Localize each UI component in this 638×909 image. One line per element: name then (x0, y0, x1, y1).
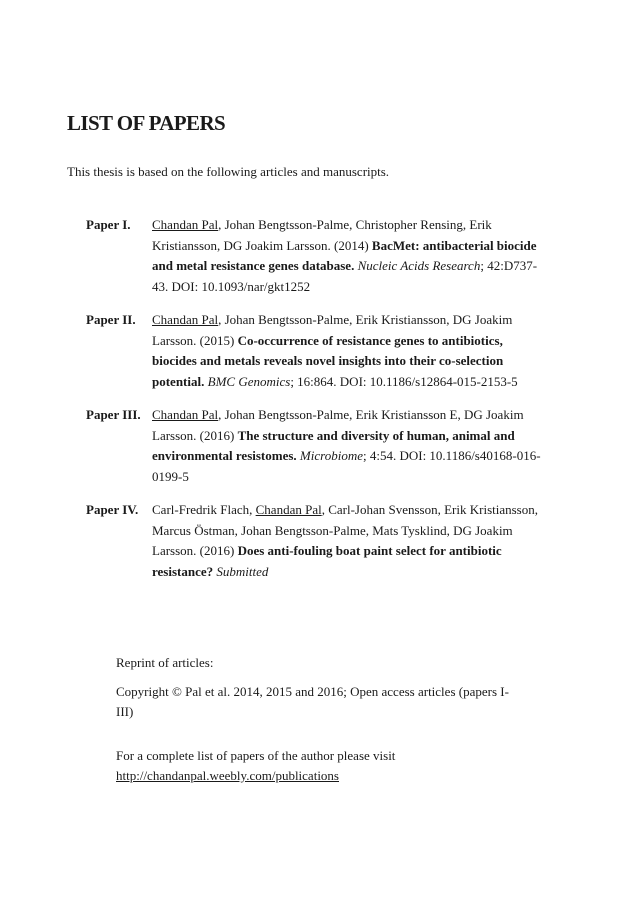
paper-citation (152, 215, 544, 297)
paper-citation (152, 500, 544, 582)
co-authors: , Johan Bengtsson-Palme, Erik Kristiansson E, DG Joakim Larsson. (2016) (152, 407, 524, 443)
paper-citation (152, 405, 544, 487)
publications-link[interactable]: http://chandanpal.weebly.com/publications (116, 768, 339, 783)
paper-label: Paper I. (86, 217, 131, 232)
copyright-notice: Copyright © Pal et al. 2014, 2015 and 2016; Open access articles (papers I-III) (116, 684, 509, 719)
complete-list-section (116, 746, 526, 786)
citation-details: ; 42:D737-43. DOI: 10.1093/nar/gkt1252 (152, 258, 538, 294)
intro-text: This thesis is based on the following articles and manuscripts. (67, 164, 390, 179)
citation-details: ; 4:54. DOI: 10.1186/s40168-016-0199-5 (152, 448, 541, 484)
paper-item-4 (86, 500, 546, 582)
paper-item-1 (86, 215, 546, 297)
co-authors: , Johan Bengtsson-Palme, Christopher Rensing, Erik Kristiansson, DG Joakim Larsson. (2014) (152, 217, 492, 253)
article-title: BacMet: antibacterial biocide and metal resistance genes database. (152, 237, 537, 273)
article-title: Co-occurrence of resistance genes to antibiotics, biocides and metals reveals novel insights into their co-selection potential. (152, 332, 504, 389)
reprint-heading: Reprint of articles: (116, 655, 214, 670)
article-title: The structure and diversity of human, animal and environmental resistomes. (152, 427, 515, 463)
highlighted-author: Chandan Pal (152, 407, 219, 422)
highlighted-author: Chandan Pal (152, 312, 219, 327)
publication-status: Submitted (216, 563, 269, 579)
article-title: Does anti-fouling boat paint select for antibiotic resistance? (152, 543, 502, 579)
reprint-section (116, 653, 526, 722)
paper-item-3 (86, 405, 546, 487)
paper-label: Paper IV. (86, 502, 139, 517)
journal-name: Microbiome (299, 448, 363, 463)
leading-author: Carl-Fredrik Flach, (152, 502, 256, 517)
paper-citation (152, 310, 544, 392)
complete-list-text: For a complete list of papers of the author please visit (116, 748, 396, 763)
citation-details: ; 16:864. DOI: 10.1186/s12864-015-2153-5 (290, 373, 518, 389)
paper-label: Paper III. (86, 407, 141, 422)
paper-label: Paper II. (86, 312, 136, 327)
co-authors: , Johan Bengtsson-Palme, Erik Kristiansson, DG Joakim Larsson. (2015) (152, 312, 513, 348)
journal-name: BMC Genomics (207, 373, 291, 389)
co-authors: , Carl-Johan Svensson, Erik Kristiansson, Marcus Östman, Johan Bengtsson-Palme, Mats Tysklind, DG Joakim Larsson. (2016) (152, 502, 538, 558)
highlighted-author: Chandan Pal (152, 217, 219, 232)
paper-item-2 (86, 310, 546, 392)
journal-name: Nucleic Acids Research (357, 258, 481, 273)
highlighted-author: Chandan Pal (255, 502, 322, 517)
page-title: LIST OF PAPERS (67, 111, 226, 135)
paper-list (86, 215, 546, 595)
